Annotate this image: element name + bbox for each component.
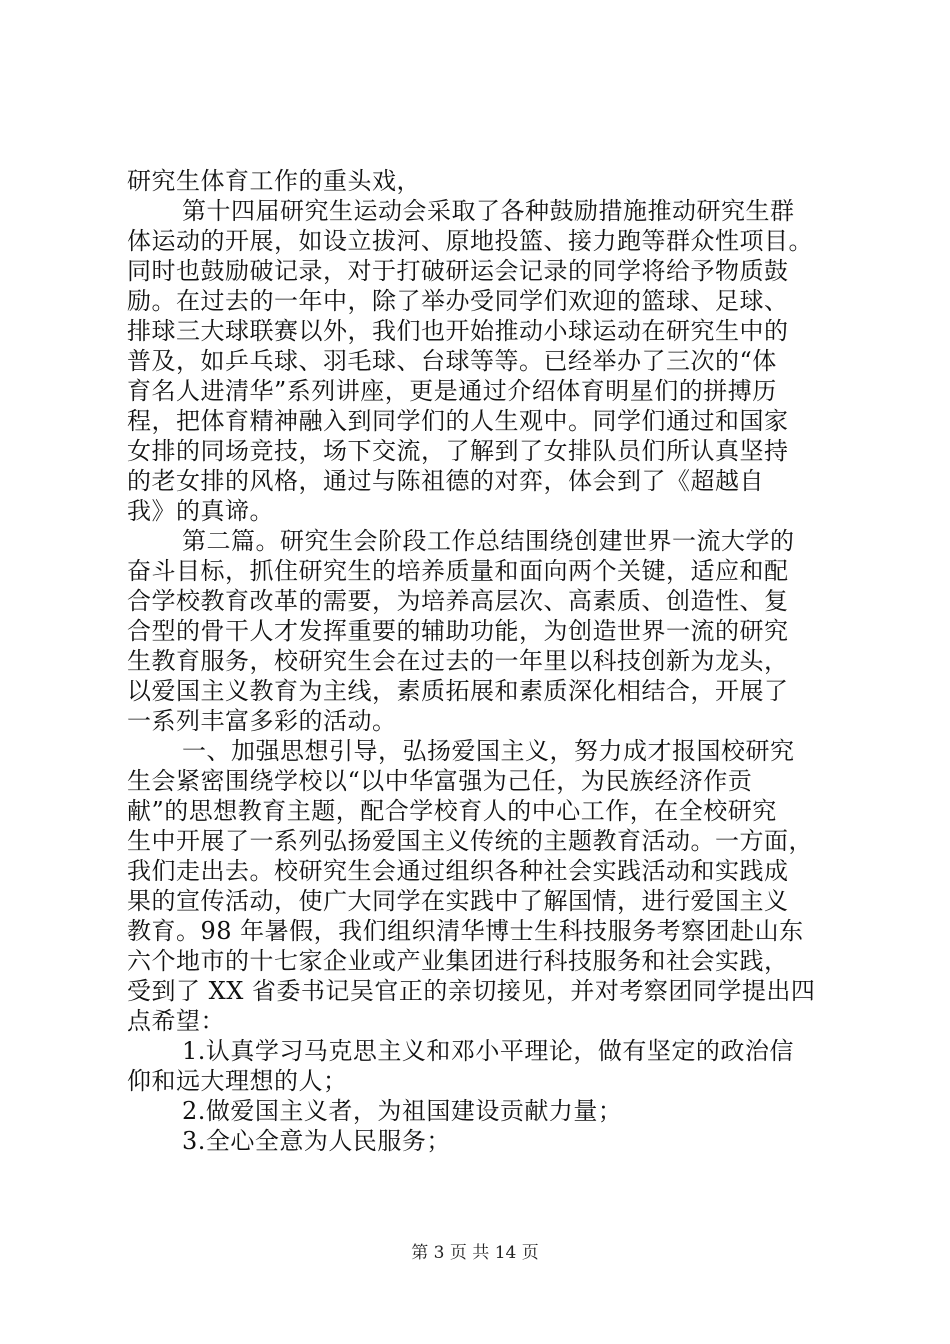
text-line: 普及，如乒乓球、羽毛球、台球等等。已经举办了三次的“体 — [127, 347, 777, 375]
document-body — [127, 166, 827, 1156]
text-line: 同时也鼓励破记录，对于打破研运会记录的同学将给予物质鼓 — [127, 257, 789, 285]
text-line: 研究生体育工作的重头戏， — [127, 167, 421, 195]
text-line: 第十四届研究生运动会采取了各种鼓励措施推动研究生群 — [182, 197, 795, 225]
text-line: 体运动的开展，如设立拔河、原地投篮、接力跑等群众性项目。 — [127, 227, 813, 255]
text-line: 我》的真谛。 — [127, 497, 274, 525]
text-line: 点希望： — [127, 1007, 225, 1035]
text-line: 一、加强思想引导，弘扬爱国主义，努力成才报国校研究 — [182, 737, 795, 765]
text-line: 2.做爱国主义者，为祖国建设贡献力量； — [182, 1097, 623, 1125]
text-line: 励。在过去的一年中，除了举办受同学们欢迎的篮球、足球、 — [127, 287, 789, 315]
text-line: 一系列丰富多彩的活动。 — [127, 707, 397, 735]
text-line: 的老女排的风格，通过与陈祖德的对弈，体会到了《超越自 — [127, 467, 764, 495]
text-line: 奋斗目标，抓住研究生的培养质量和面向两个关键，适应和配 — [127, 557, 789, 585]
text-line: 育名人进清华”系列讲座，更是通过介绍体育明星们的拼搏历 — [127, 377, 777, 405]
text-line: 1.认真学习马克思主义和邓小平理论，做有坚定的政治信 — [182, 1037, 794, 1065]
text-line: 果的宣传活动，使广大同学在实践中了解国情，进行爱国主义 — [127, 887, 789, 915]
text-line: 献”的思想教育主题，配合学校育人的中心工作，在全校研究 — [127, 797, 777, 825]
text-line: 受到了 XX 省委书记吴官正的亲切接见，并对考察团同学提出四 — [127, 977, 816, 1005]
text-line: 生教育服务，校研究生会在过去的一年里以科技创新为龙头， — [127, 647, 789, 675]
text-line: 合学校教育改革的需要，为培养高层次、高素质、创造性、复 — [127, 587, 789, 615]
text-line: 3.全心全意为人民服务； — [182, 1127, 451, 1155]
text-line: 教育。98 年暑假，我们组织清华博士生科技服务考察团赴山东 — [127, 917, 804, 945]
text-line: 我们走出去。校研究生会通过组织各种社会实践活动和实践成 — [127, 857, 789, 885]
text-line: 仰和远大理想的人； — [127, 1067, 348, 1095]
text-line: 第二篇。研究生会阶段工作总结围绕创建世界一流大学的 — [182, 527, 795, 555]
text-line: 排球三大球联赛以外，我们也开始推动小球运动在研究生中的 — [127, 317, 789, 345]
text-line: 生会紧密围绕学校以“以中华富强为己任，为民族经济作贡 — [127, 767, 753, 795]
text-line: 女排的同场竞技，场下交流，了解到了女排队员们所认真坚持 — [127, 437, 789, 465]
page-footer: 第 3 页 共 14 页 — [411, 1243, 539, 1263]
text-line: 生中开展了一系列弘扬爱国主义传统的主题教育活动。一方面， — [127, 827, 813, 855]
text-line: 程，把体育精神融入到同学们的人生观中。同学们通过和国家 — [127, 407, 789, 435]
text-line: 以爱国主义教育为主线，素质拓展和素质深化相结合，开展了 — [127, 677, 789, 705]
text-line: 合型的骨干人才发挥重要的辅助功能，为创造世界一流的研究 — [127, 617, 789, 645]
text-line: 六个地市的十七家企业或产业集团进行科技服务和社会实践， — [127, 947, 789, 975]
